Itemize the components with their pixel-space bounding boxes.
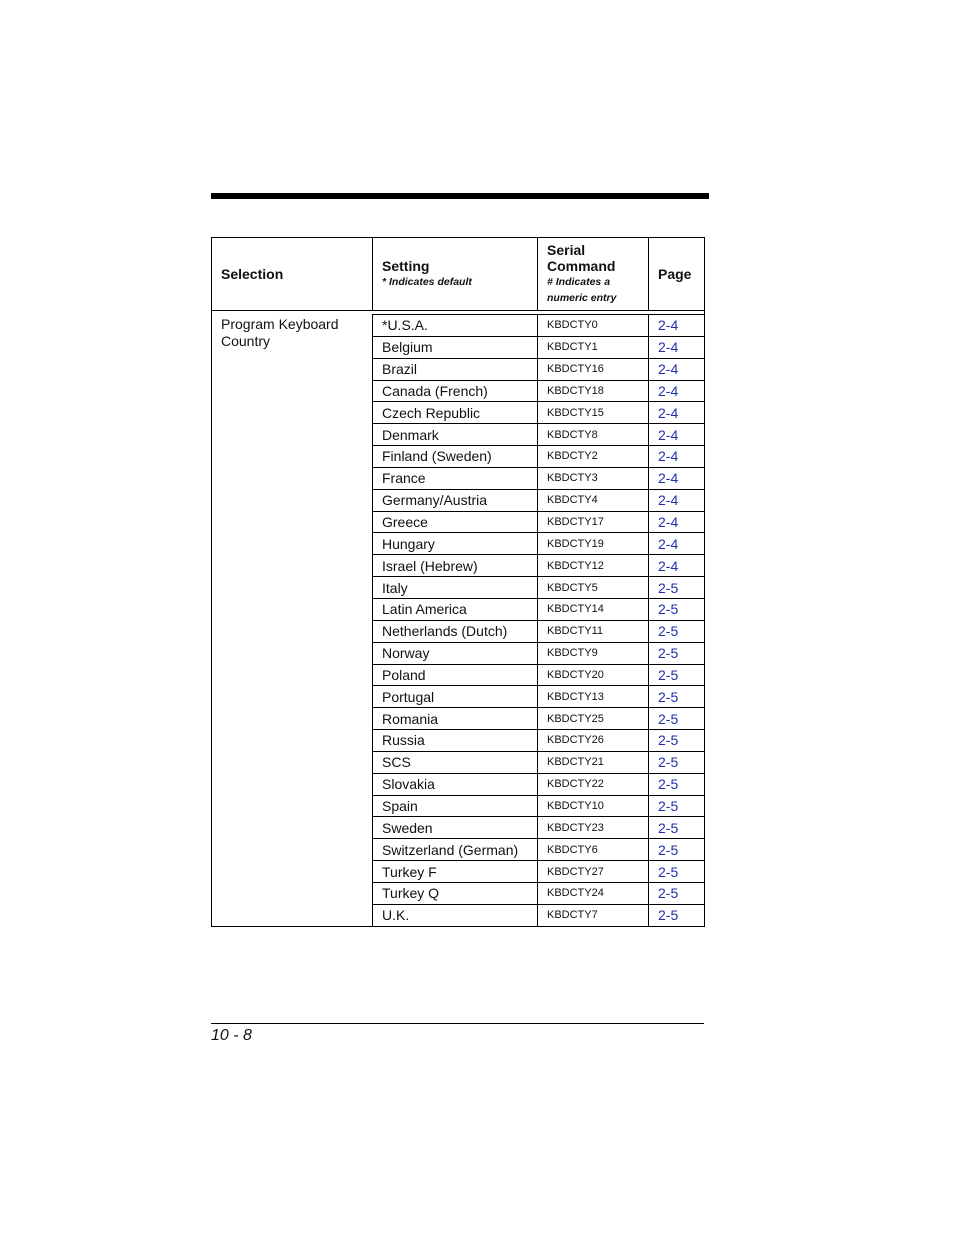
page-link[interactable]: 2-5: [658, 710, 679, 727]
serial-command-cell: KBDCTY19: [538, 533, 649, 554]
page-link[interactable]: 2-5: [658, 885, 679, 902]
table-row: [373, 882, 704, 904]
header-page: Page: [658, 266, 692, 282]
setting-cell: Denmark: [373, 424, 538, 445]
serial-command-cell: KBDCTY17: [538, 512, 649, 533]
setting-cell: U.K.: [373, 905, 538, 926]
setting-cell: Latin America: [373, 599, 538, 620]
page-link[interactable]: 2-5: [658, 819, 679, 836]
serial-command-cell: KBDCTY18: [538, 381, 649, 402]
table-row: [373, 532, 704, 554]
serial-command-cell: KBDCTY3: [538, 468, 649, 489]
setting-cell: Greece: [373, 512, 538, 533]
setting-cell: *U.S.A.: [373, 315, 538, 336]
table-row: [373, 816, 704, 838]
page-link[interactable]: 2-5: [658, 666, 679, 683]
table-row: [373, 380, 704, 402]
table-row: [373, 773, 704, 795]
setting-cell: Spain: [373, 796, 538, 817]
table-row: [373, 838, 704, 860]
setting-cell: Sweden: [373, 817, 538, 838]
setting-cell: Russia: [373, 730, 538, 751]
table-rows: [373, 314, 704, 926]
page-link[interactable]: 2-5: [658, 754, 679, 771]
page-link[interactable]: 2-5: [658, 776, 679, 793]
table-row: [373, 685, 704, 707]
page-link[interactable]: 2-4: [658, 514, 679, 531]
setting-cell: Turkey Q: [373, 883, 538, 904]
page-link[interactable]: 2-4: [658, 535, 679, 552]
table-row: [373, 401, 704, 423]
table-row: [373, 620, 704, 642]
page-link[interactable]: 2-5: [658, 841, 679, 858]
serial-command-cell: KBDCTY1: [538, 337, 649, 358]
page-link[interactable]: 2-4: [658, 557, 679, 574]
serial-command-cell: KBDCTY0: [538, 315, 649, 336]
selection-cell: Program Keyboard Country: [212, 314, 373, 926]
serial-command-cell: KBDCTY12: [538, 555, 649, 576]
setting-cell: Czech Republic: [373, 402, 538, 423]
page-link[interactable]: 2-4: [658, 426, 679, 443]
table-row: [373, 445, 704, 467]
setting-cell: Israel (Hebrew): [373, 555, 538, 576]
serial-command-cell: KBDCTY21: [538, 752, 649, 773]
page-link[interactable]: 2-5: [658, 863, 679, 880]
table-row: [373, 576, 704, 598]
top-rule: [211, 193, 709, 199]
setting-cell: Italy: [373, 577, 538, 598]
setting-cell: Hungary: [373, 533, 538, 554]
setting-cell: Turkey F: [373, 861, 538, 882]
serial-command-cell: KBDCTY10: [538, 796, 649, 817]
table-row: [373, 336, 704, 358]
table-row: [373, 358, 704, 380]
serial-command-cell: KBDCTY11: [538, 621, 649, 642]
page-link[interactable]: 2-5: [658, 732, 679, 749]
serial-command-cell: KBDCTY23: [538, 817, 649, 838]
page-link[interactable]: 2-5: [658, 797, 679, 814]
setting-cell: Switzerland (German): [373, 839, 538, 860]
table-row: [373, 664, 704, 686]
serial-command-cell: KBDCTY22: [538, 774, 649, 795]
page-link[interactable]: 2-4: [658, 470, 679, 487]
setting-cell: Romania: [373, 708, 538, 729]
serial-command-cell: KBDCTY4: [538, 490, 649, 511]
table-row: [373, 314, 704, 336]
table-row: [373, 707, 704, 729]
header-selection: Selection: [212, 238, 373, 310]
setting-cell: SCS: [373, 752, 538, 773]
table-row: [373, 511, 704, 533]
table-row: [373, 751, 704, 773]
page-link[interactable]: 2-5: [658, 907, 679, 924]
bottom-rule: [211, 1023, 704, 1024]
setting-cell: Germany/Austria: [373, 490, 538, 511]
table-row: [373, 904, 704, 926]
page-link[interactable]: 2-5: [658, 688, 679, 705]
page-number: 10 - 8: [211, 1027, 252, 1044]
serial-command-cell: KBDCTY14: [538, 599, 649, 620]
serial-command-cell: KBDCTY6: [538, 839, 649, 860]
page-link[interactable]: 2-4: [658, 339, 679, 356]
serial-command-table: [211, 237, 705, 927]
page-link[interactable]: 2-4: [658, 404, 679, 421]
table-body: [212, 314, 704, 926]
table-row: [373, 598, 704, 620]
setting-cell: Slovakia: [373, 774, 538, 795]
serial-command-cell: KBDCTY15: [538, 402, 649, 423]
table-row: [373, 860, 704, 882]
header-setting: Setting * Indicates default: [373, 238, 538, 310]
page-link[interactable]: 2-4: [658, 361, 679, 378]
setting-cell: Finland (Sweden): [373, 446, 538, 467]
table-row: [373, 795, 704, 817]
page-link[interactable]: 2-5: [658, 579, 679, 596]
setting-cell: Brazil: [373, 359, 538, 380]
setting-cell: Belgium: [373, 337, 538, 358]
serial-command-cell: KBDCTY7: [538, 905, 649, 926]
setting-cell: France: [373, 468, 538, 489]
table-row: [373, 423, 704, 445]
serial-command-cell: KBDCTY27: [538, 861, 649, 882]
serial-command-cell: KBDCTY2: [538, 446, 649, 467]
serial-command-cell: KBDCTY5: [538, 577, 649, 598]
page-link[interactable]: 2-4: [658, 492, 679, 509]
setting-cell: Netherlands (Dutch): [373, 621, 538, 642]
table-row: [373, 489, 704, 511]
table-row: [373, 729, 704, 751]
header-serial-command: Serial Command # Indicates a numeric entry: [538, 238, 649, 310]
table-row: [373, 554, 704, 576]
table-row: [373, 642, 704, 664]
serial-command-cell: KBDCTY24: [538, 883, 649, 904]
setting-cell: Norway: [373, 643, 538, 664]
setting-cell: Poland: [373, 665, 538, 686]
page-link[interactable]: 2-5: [658, 623, 679, 640]
setting-cell: Portugal: [373, 686, 538, 707]
serial-command-cell: KBDCTY13: [538, 686, 649, 707]
page-link[interactable]: 2-5: [658, 601, 679, 618]
table-row: [373, 467, 704, 489]
table-header: [212, 238, 704, 311]
serial-command-cell: KBDCTY26: [538, 730, 649, 751]
page-link[interactable]: 2-4: [658, 382, 679, 399]
serial-command-cell: KBDCTY25: [538, 708, 649, 729]
serial-command-cell: KBDCTY20: [538, 665, 649, 686]
serial-command-cell: KBDCTY8: [538, 424, 649, 445]
serial-command-cell: KBDCTY9: [538, 643, 649, 664]
page-link[interactable]: 2-4: [658, 317, 679, 334]
page-link[interactable]: 2-4: [658, 448, 679, 465]
setting-cell: Canada (French): [373, 381, 538, 402]
page-link[interactable]: 2-5: [658, 645, 679, 662]
serial-command-cell: KBDCTY16: [538, 359, 649, 380]
